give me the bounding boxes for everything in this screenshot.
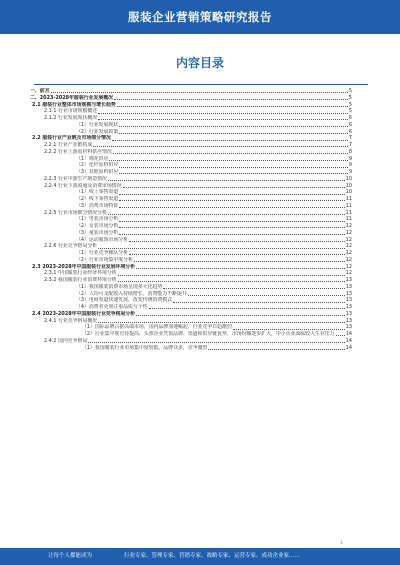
toc-leader-dots bbox=[134, 261, 345, 262]
toc-leader-dots bbox=[208, 349, 344, 350]
toc-entry-label: （4）消费者更加注重品质与个性 bbox=[76, 304, 148, 310]
toc-entry[interactable] bbox=[30, 216, 352, 223]
toc-entry[interactable] bbox=[30, 203, 352, 210]
toc-entry-label: （1）我国服装消费市场呈现多元化趋势 bbox=[76, 283, 163, 290]
toc-leader-dots bbox=[114, 99, 348, 100]
toc-entry-page: 13 bbox=[345, 324, 352, 331]
toc-entry-page: 5 bbox=[348, 94, 352, 101]
toc-entry-page: 11 bbox=[345, 196, 352, 202]
toc-leader-dots bbox=[93, 146, 348, 147]
toc-leader-dots bbox=[98, 119, 348, 120]
toc-entry-label: （1）男装市场分析 bbox=[76, 216, 119, 223]
toc-leader-dots bbox=[98, 248, 345, 249]
toc-entry-page: 11 bbox=[345, 202, 352, 209]
toc-leader-dots bbox=[117, 106, 348, 107]
toc-entry[interactable] bbox=[30, 102, 352, 109]
report-header bbox=[0, 0, 400, 34]
toc-entry-label: （3）消费市场特征 bbox=[76, 202, 119, 209]
toc-leader-dots bbox=[129, 254, 345, 255]
toc-entry-page: 13 bbox=[345, 310, 352, 317]
toc-entry[interactable] bbox=[30, 149, 352, 156]
toc-entry-page: 12 bbox=[345, 250, 352, 256]
toc-entry[interactable] bbox=[30, 169, 352, 176]
toc-entry-page: 7 bbox=[348, 135, 352, 142]
toc-leader-dots bbox=[149, 308, 345, 309]
toc-entry[interactable] bbox=[30, 243, 352, 250]
toc-entry[interactable] bbox=[30, 318, 352, 325]
toc-entry[interactable] bbox=[30, 95, 352, 102]
table-of-contents bbox=[30, 88, 352, 351]
toc-entry-page: 8 bbox=[348, 148, 352, 155]
toc-leader-dots bbox=[136, 268, 345, 269]
toc-leader-dots bbox=[98, 322, 345, 323]
toc-leader-dots bbox=[108, 180, 345, 181]
toc-leader-dots bbox=[119, 200, 345, 201]
toc-entry[interactable] bbox=[30, 196, 352, 203]
footer-tagline: 行业专家、管理专家、营销专家、战略专家、运营专家、成功企业家…… bbox=[124, 553, 301, 559]
toc-entry[interactable] bbox=[30, 311, 352, 318]
toc-entry[interactable] bbox=[30, 277, 352, 284]
toc-entry-page: 9 bbox=[348, 155, 352, 162]
toc-entry-label: 2.2.6 行业竞争格局分析 bbox=[44, 243, 98, 250]
toc-entry[interactable] bbox=[30, 156, 352, 163]
toc-entry-label: （1）线上零售渠道 bbox=[76, 189, 119, 196]
toc-entry-page: 5 bbox=[348, 101, 352, 108]
toc-entry-label: （1）行业竞争梯队分析 bbox=[76, 250, 129, 256]
toc-entry-page: 12 bbox=[345, 236, 352, 243]
toc-leader-dots bbox=[119, 126, 348, 127]
toc-entry-page: 7 bbox=[348, 142, 352, 148]
toc-entry-page: 6 bbox=[348, 115, 352, 121]
toc-entry-page: 13 bbox=[345, 317, 352, 324]
toc-entry[interactable] bbox=[30, 142, 352, 149]
toc-entry-label: （4）运动服饰市场分析 bbox=[76, 236, 129, 243]
toc-entry-label: （1）棉花供应 bbox=[76, 155, 109, 162]
toc-leader-dots bbox=[119, 207, 345, 208]
toc-entry[interactable] bbox=[30, 223, 352, 230]
toc-entry-label: （2）线下零售渠道 bbox=[76, 196, 119, 202]
toc-entry[interactable] bbox=[30, 250, 352, 257]
toc-entry[interactable] bbox=[30, 230, 352, 237]
toc-leader-dots bbox=[108, 214, 345, 215]
toc-leader-dots bbox=[113, 153, 348, 154]
toc-entry-page: 13 bbox=[345, 277, 352, 283]
toc-leader-dots bbox=[118, 275, 345, 276]
toc-leader-dots bbox=[336, 335, 345, 336]
toc-entry-page: 12 bbox=[345, 243, 352, 250]
toc-entry-label: （2）行业发展政策 bbox=[76, 128, 119, 135]
toc-leader-dots bbox=[129, 241, 345, 242]
toc-entry[interactable] bbox=[30, 338, 352, 345]
toc-entry-page: 6 bbox=[348, 121, 352, 128]
toc-leader-dots bbox=[119, 234, 345, 235]
toc-entry-label: 2.3 2023-2028年中国服装行业发展环境分析 bbox=[32, 263, 136, 270]
toc-entry-page: 12 bbox=[345, 270, 352, 277]
toc-leader-dots bbox=[163, 288, 345, 289]
toc-leader-dots bbox=[98, 113, 348, 114]
toc-entry[interactable] bbox=[30, 284, 352, 291]
toc-entry-page: 12 bbox=[345, 256, 352, 263]
toc-entry-label: 2.4.2 国内竞争格局 bbox=[44, 337, 88, 344]
toc-entry-page: 13 bbox=[345, 283, 352, 290]
toc-leader-dots bbox=[119, 227, 345, 228]
toc-entry-page: 10 bbox=[345, 175, 352, 182]
toc-entry-page: 5 bbox=[348, 108, 352, 115]
toc-entry-page: 12 bbox=[345, 223, 352, 229]
toc-entry-label: 二、2023-2028年服装行业发展概况 bbox=[30, 94, 114, 101]
toc-entry-label: 2.2.4 行业下游流通及消费市场情况 bbox=[44, 182, 122, 189]
toc-entry-label: （2）行业市场集中度分析 bbox=[76, 256, 133, 263]
toc-entry[interactable] bbox=[30, 183, 352, 190]
toc-entry[interactable] bbox=[30, 297, 352, 304]
toc-entry-page: 11 bbox=[345, 216, 352, 223]
toc-entry-label: （2）人均可支配收入持续增长，消费能力不断提升 bbox=[76, 290, 187, 297]
toc-leader-dots bbox=[88, 342, 344, 343]
toc-entry-page: 5 bbox=[348, 88, 352, 94]
toc-entry[interactable] bbox=[30, 304, 352, 311]
toc-entry-page: 6 bbox=[348, 128, 352, 135]
toc-entry-label: 2.3.1 中国服装行业经济环境分析 bbox=[44, 270, 117, 277]
toc-entry-page: 10 bbox=[345, 189, 352, 196]
toc-leader-dots bbox=[123, 187, 345, 188]
toc-leader-dots bbox=[136, 315, 345, 316]
footer-slogan: 让每个人都能成为 bbox=[48, 553, 93, 559]
toc-leader-dots bbox=[51, 92, 348, 93]
toc-entry-page: 12 bbox=[345, 229, 352, 236]
toc-entry[interactable] bbox=[30, 122, 352, 129]
toc-leader-dots bbox=[119, 167, 348, 168]
toc-entry-label: 2.1 服装行业整体市场规模与增长趋势 bbox=[32, 101, 116, 108]
toc-entry-label: （2）化纤原料供应 bbox=[76, 162, 119, 169]
toc-leader-dots bbox=[109, 160, 347, 161]
toc-leader-dots bbox=[119, 194, 345, 195]
toc-entry-label: 2.1.2 行业发展现状概况 bbox=[44, 115, 98, 121]
toc-leader-dots bbox=[112, 140, 348, 141]
toc-leader-dots bbox=[173, 302, 345, 303]
toc-entry[interactable] bbox=[30, 345, 352, 352]
toc-entry-label: 2.3.2 我国服装行业消费环境分析 bbox=[44, 277, 117, 283]
report-footer bbox=[0, 548, 400, 565]
toc-entry[interactable] bbox=[30, 88, 352, 95]
toc-entry[interactable] bbox=[30, 115, 352, 122]
toc-entry-label: （1）我国服装行业市场集中度较低，品牌众多，竞争激烈 bbox=[82, 344, 208, 351]
toc-entry-label: 2.1.1 行业市场规模概述 bbox=[44, 108, 98, 115]
toc-entry-label: 2.2.5 行业市场细分情况分析 bbox=[44, 209, 107, 216]
toc-leader-dots bbox=[119, 133, 348, 134]
toc-entry[interactable] bbox=[30, 108, 352, 115]
toc-entry-label: （2）行业集中度有待提高，头部企业凭借品牌、渠道和供应链优势，市场份额逐步扩大，中小企业面临较大生存压力 bbox=[82, 331, 335, 337]
toc-entry[interactable] bbox=[30, 270, 352, 277]
toc-entry[interactable] bbox=[30, 210, 352, 217]
toc-entry[interactable] bbox=[30, 291, 352, 298]
toc-entry-page: 13 bbox=[345, 297, 352, 304]
toc-entry-page: 9 bbox=[348, 162, 352, 169]
toc-entry-label: 2.2.2 行业上游原材料供应情况 bbox=[44, 148, 112, 155]
toc-leader-dots bbox=[118, 281, 345, 282]
toc-entry[interactable] bbox=[30, 237, 352, 244]
toc-entry[interactable] bbox=[30, 135, 352, 142]
toc-entry-label: 一、前言 bbox=[30, 88, 50, 94]
toc-entry-label: 2.4 2023-2028年中国服装行业竞争格局分析 bbox=[32, 310, 136, 317]
toc-entry[interactable] bbox=[30, 264, 352, 271]
toc-entry-page: 10 bbox=[345, 182, 352, 189]
toc-entry-label: （3）其他原料供应 bbox=[76, 169, 119, 175]
toc-entry-label: （2）女装市场分析 bbox=[76, 223, 119, 229]
toc-entry-label: （1）国际品牌占据高端市场，国内品牌加速崛起，行业竞争日趋激烈 bbox=[82, 324, 232, 331]
toc-entry-page: 11 bbox=[345, 209, 352, 216]
toc-entry-page: 14 bbox=[345, 331, 352, 337]
toc-entry[interactable] bbox=[30, 257, 352, 264]
toc-title: 内容目录 bbox=[175, 56, 224, 70]
report-title: 服装企业营销策略研究报告 bbox=[128, 10, 272, 24]
toc-entry-page: 9 bbox=[348, 169, 352, 175]
toc-entry[interactable] bbox=[30, 162, 352, 169]
toc-entry-label: （3）电商渠道快速发展，改变传统消费模式 bbox=[76, 297, 173, 304]
toc-entry-page: 14 bbox=[345, 344, 352, 351]
toc-leader-dots bbox=[188, 295, 345, 296]
toc-entry-page: 13 bbox=[345, 304, 352, 310]
toc-entry[interactable] bbox=[30, 129, 352, 136]
toc-entry[interactable] bbox=[30, 331, 352, 338]
toc-entry-label: 2.4.1 行业竞争格局概况 bbox=[44, 317, 98, 324]
toc-entry[interactable] bbox=[30, 176, 352, 183]
toc-entry-label: 2.2.1 行业产业链构成 bbox=[44, 142, 93, 148]
toc-entry-label: 2.2 服装行业产业链及市场细分情况 bbox=[32, 135, 111, 142]
toc-entry[interactable] bbox=[30, 324, 352, 331]
toc-entry-label: （1）行业发展现状 bbox=[76, 121, 119, 128]
page-number: 3 bbox=[340, 540, 343, 545]
toc-leader-dots bbox=[233, 329, 345, 330]
toc-entry-label: （3）童装市场分析 bbox=[76, 229, 119, 236]
toc-leader-dots bbox=[119, 173, 348, 174]
toc-entry-label: 2.2.3 行业中游生产制造情况 bbox=[44, 175, 107, 182]
toc-entry-page: 13 bbox=[345, 290, 352, 297]
toc-leader-dots bbox=[119, 221, 345, 222]
toc-divider bbox=[34, 84, 368, 85]
toc-entry-page: 14 bbox=[345, 337, 352, 344]
toc-entry[interactable] bbox=[30, 189, 352, 196]
toc-entry-page: 12 bbox=[345, 263, 352, 270]
